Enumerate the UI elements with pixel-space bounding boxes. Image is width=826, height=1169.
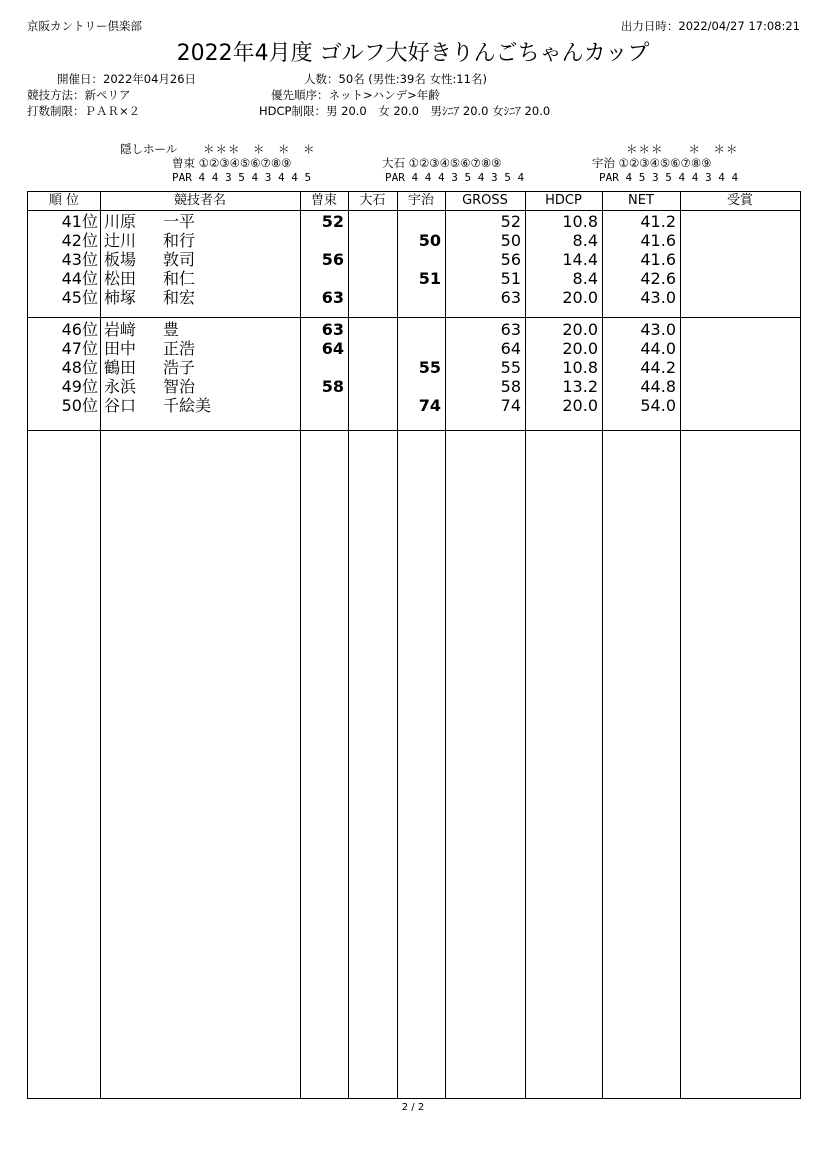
net-cell: 43.0: [640, 288, 676, 307]
uji-score-cell: [397, 250, 441, 269]
participant-count: 人数：50名 (男性:39名 女性:11名): [304, 72, 487, 86]
sotsuka-hidden-stars: ＊＊＊ ＊ ＊ ＊: [203, 142, 316, 156]
table-row: [28, 339, 800, 358]
given-name-cell: 和宏: [163, 288, 196, 307]
given-name-cell: 正浩: [163, 339, 196, 358]
gross-cell: 55: [500, 358, 521, 377]
rank-cell: 41位: [61, 212, 98, 231]
uji-hidden-stars: ＊＊＊ ＊ ＊＊: [626, 142, 739, 156]
sotsuka-holes: 曽束 ①②③④⑤⑥⑦⑧⑨: [172, 156, 292, 170]
surname-cell: 永浜: [104, 377, 137, 396]
header-gross: GROSS: [462, 193, 508, 208]
rank-cell: 47位: [61, 339, 98, 358]
oishi-score-cell: [348, 339, 393, 358]
oishi-score-cell: [348, 377, 393, 396]
gross-cell: 63: [500, 320, 521, 339]
hdcp-cell: 8.4: [572, 269, 598, 288]
gross-cell: 51: [500, 269, 521, 288]
given-name-cell: 豊: [163, 320, 180, 339]
hdcp-cell: 14.4: [562, 250, 598, 269]
sotsuka-score-cell: 52: [321, 212, 344, 231]
header-net: NET: [628, 193, 654, 208]
oishi-score-cell: [348, 231, 393, 250]
hdcp-cell: 8.4: [572, 231, 598, 250]
table-row: [28, 396, 800, 415]
oishi-score-cell: [348, 396, 393, 415]
award-cell: [680, 288, 796, 307]
hidden-holes-label: 隠しホール: [120, 142, 178, 156]
page-number: 2 / 2: [401, 1102, 425, 1113]
header-rank: 順 位: [48, 193, 80, 208]
oishi-score-cell: [348, 250, 393, 269]
given-name-cell: 智治: [163, 377, 196, 396]
table-row: [28, 212, 800, 231]
hdcp-cell: 20.0: [562, 339, 598, 358]
sotsuka-score-cell: 64: [321, 339, 344, 358]
event-date: 開催日：2022年04月26日: [57, 72, 197, 86]
oishi-holes: 大石 ①②③④⑤⑥⑦⑧⑨: [382, 156, 502, 170]
rank-cell: 50位: [61, 396, 98, 415]
award-cell: [680, 269, 796, 288]
net-cell: 44.0: [640, 339, 676, 358]
header-sotsuka: 曽束: [310, 193, 337, 208]
gross-cell: 56: [500, 250, 521, 269]
oishi-score-cell: [348, 320, 393, 339]
rank-cell: 49位: [61, 377, 98, 396]
oishi-score-cell: [348, 212, 393, 231]
uji-score-cell: [397, 288, 441, 307]
net-cell: 44.8: [640, 377, 676, 396]
header-award: 受賞: [726, 193, 753, 208]
priority-order: 優先順序：ネット>ハンデ>年齢: [271, 88, 440, 102]
sotsuka-score-cell: 63: [321, 288, 344, 307]
given-name-cell: 和行: [163, 231, 196, 250]
oishi-score-cell: [348, 358, 393, 377]
uji-score-cell: 51: [418, 269, 441, 288]
header-oishi: 大石: [359, 193, 386, 208]
gross-cell: 50: [500, 231, 521, 250]
uji-score-cell: [397, 377, 441, 396]
gross-cell: 64: [500, 339, 521, 358]
net-cell: 43.0: [640, 320, 676, 339]
table-row: [28, 358, 800, 377]
rank-cell: 44位: [61, 269, 98, 288]
surname-cell: 鶴田: [104, 358, 137, 377]
header-uji: 宇治: [407, 193, 434, 208]
surname-cell: 辻川: [104, 231, 137, 250]
net-cell: 54.0: [640, 396, 676, 415]
sotsuka-par: PAR 4 4 3 5 4 3 4 4 5: [172, 171, 312, 184]
sotsuka-score-cell: 58: [321, 377, 344, 396]
sotsuka-score-cell: [300, 396, 344, 415]
uji-score-cell: 50: [418, 231, 441, 250]
net-cell: 41.6: [640, 231, 676, 250]
rank-cell: 48位: [61, 358, 98, 377]
uji-par: PAR 4 5 3 5 4 4 3 4 4: [599, 171, 739, 184]
award-cell: [680, 212, 796, 231]
header-name: 競技者名: [173, 193, 226, 208]
hdcp-cell: 20.0: [562, 396, 598, 415]
net-cell: 41.6: [640, 250, 676, 269]
hdcp-cell: 20.0: [562, 320, 598, 339]
uji-holes: 宇治 ①②③④⑤⑥⑦⑧⑨: [592, 156, 712, 170]
sotsuka-score-cell: 63: [321, 320, 344, 339]
uji-score-cell: [397, 339, 441, 358]
uji-score-cell: 55: [418, 358, 441, 377]
surname-cell: 松田: [104, 269, 137, 288]
surname-cell: 板場: [104, 250, 137, 269]
hdcp-cell: 10.8: [562, 358, 598, 377]
hdcp-cell: 13.2: [562, 377, 598, 396]
given-name-cell: 一平: [163, 212, 196, 231]
table-row: [28, 231, 800, 250]
table-row: [28, 269, 800, 288]
rank-cell: 46位: [61, 320, 98, 339]
given-name-cell: 敦司: [163, 250, 196, 269]
award-cell: [680, 396, 796, 415]
surname-cell: 谷口: [104, 396, 137, 415]
surname-cell: 田中: [104, 339, 137, 358]
net-cell: 42.6: [640, 269, 676, 288]
output-datetime: 出力日時：2022/04/27 17:08:21: [620, 19, 800, 33]
gross-cell: 58: [500, 377, 521, 396]
award-cell: [680, 377, 796, 396]
sotsuka-score-cell: [300, 231, 344, 250]
table-row: [28, 250, 800, 269]
given-name-cell: 浩子: [163, 358, 196, 377]
sotsuka-score-cell: 56: [321, 250, 344, 269]
award-cell: [680, 358, 796, 377]
surname-cell: 柿塚: [104, 288, 137, 307]
uji-score-cell: [397, 320, 441, 339]
table-row: [28, 288, 800, 307]
oishi-score-cell: [348, 288, 393, 307]
uji-score-cell: [397, 212, 441, 231]
rank-cell: 43位: [61, 250, 98, 269]
gross-cell: 63: [500, 288, 521, 307]
net-cell: 41.2: [640, 212, 676, 231]
stroke-limit: 打数制限：ＰＡＲ×２: [27, 104, 141, 118]
rank-cell: 45位: [61, 288, 98, 307]
award-cell: [680, 250, 796, 269]
oishi-par: PAR 4 4 4 3 5 4 3 5 4: [385, 171, 525, 184]
net-cell: 44.2: [640, 358, 676, 377]
header-hdcp: HDCP: [545, 193, 582, 208]
hdcp-cell: 20.0: [562, 288, 598, 307]
award-cell: [680, 320, 796, 339]
given-name-cell: 和仁: [163, 269, 196, 288]
award-cell: [680, 339, 796, 358]
gross-cell: 74: [500, 396, 521, 415]
table-row: [28, 377, 800, 396]
competition-method: 競技方法：新ペリア: [27, 88, 131, 102]
surname-cell: 川原: [104, 212, 137, 231]
hdcp-cell: 10.8: [562, 212, 598, 231]
table-row: [28, 320, 800, 339]
given-name-cell: 千絵美: [163, 396, 212, 415]
award-cell: [680, 231, 796, 250]
oishi-score-cell: [348, 269, 393, 288]
sotsuka-score-cell: [300, 358, 344, 377]
hdcp-limit: HDCP制限：男 20.0 女 20.0 男ｼﾆｱ 20.0 女ｼﾆｱ 20.0: [259, 104, 551, 118]
page-title: 2022年4月度 ゴルフ大好きりんごちゃんカップ: [176, 41, 650, 66]
gross-cell: 52: [500, 212, 521, 231]
uji-score-cell: 74: [418, 396, 441, 415]
results-table: [27, 191, 801, 1099]
club-name: 京阪カントリー倶楽部: [27, 19, 142, 33]
sotsuka-score-cell: [300, 269, 344, 288]
rank-cell: 42位: [61, 231, 98, 250]
surname-cell: 岩﨑: [104, 320, 137, 339]
